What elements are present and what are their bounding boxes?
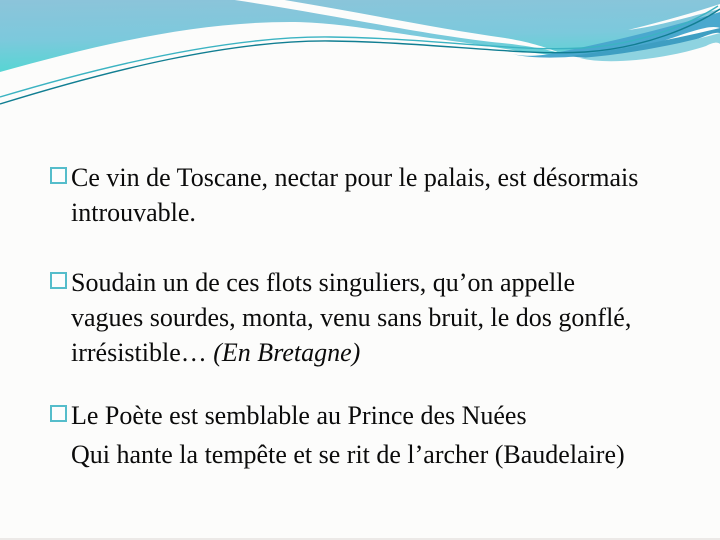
bullet-text (71, 265, 710, 370)
bullet-square-icon (50, 167, 67, 184)
text-line (71, 335, 710, 370)
text-line: introuvable. (71, 198, 196, 227)
bullet-item-3 (50, 398, 710, 472)
bullet-text (71, 160, 710, 230)
text-line: Le Poète est semblable au Prince des Nuées (71, 401, 527, 430)
bullet-item-1 (50, 160, 710, 230)
bullet-text (71, 398, 710, 472)
bullet-square-icon (50, 405, 67, 422)
bullet-square-icon (50, 272, 67, 289)
bullet-item-2 (50, 265, 710, 370)
slide-body-text (50, 160, 710, 472)
text-segment-italic: (En Bretagne) (213, 338, 361, 367)
text-line: Qui hante la tempête et se rit de l’archer (Baudelaire) (71, 440, 625, 469)
wave-decoration (0, 0, 720, 125)
text-line: vagues sourdes, monta, venu sans bruit, le dos gonflé, (71, 303, 632, 332)
text-segment-plain: irrésistible… (71, 338, 214, 367)
text-line: Ce vin de Toscane, nectar pour le palais, est désormais (71, 163, 639, 192)
text-line: Soudain un de ces flots singuliers, qu’on appelle (71, 268, 576, 297)
